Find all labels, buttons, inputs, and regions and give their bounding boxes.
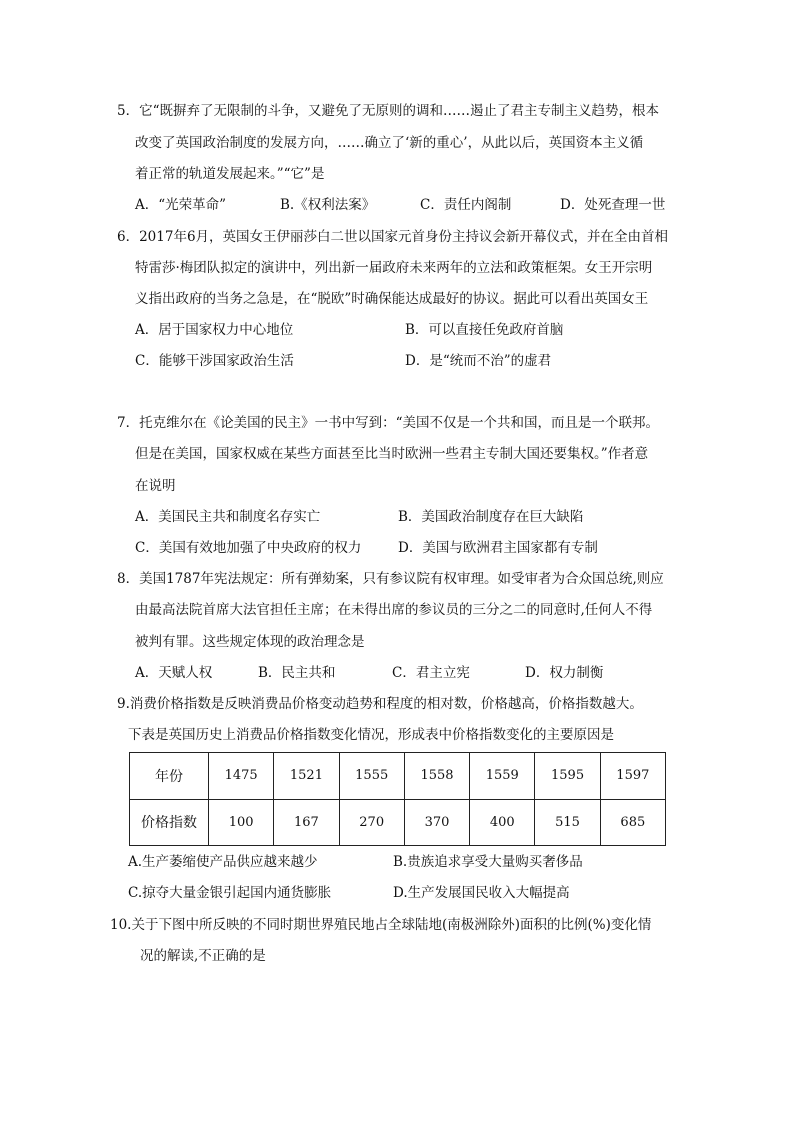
index-cell: 370 bbox=[404, 799, 469, 846]
q8-option-b[interactable]: B．民主共和 bbox=[258, 665, 336, 681]
q8-line-2: 由最高法院首席大法官担任主席；在未得出席的参议员的三分之二的同意时,任何人不得 bbox=[135, 602, 653, 618]
q7-option-d[interactable]: D．美国与欧洲君主国家都有专制 bbox=[398, 540, 598, 556]
q6-line-3: 义指出政府的当务之急是，在“脱欧”时确保能达成最好的协议。据此可以看出英国女王 bbox=[135, 291, 649, 307]
index-cell: 685 bbox=[600, 799, 665, 846]
q7-line-2: 但是在美国，国家权威在某些方面甚至比当时欧洲一些君主专制大国还要集权。”作者意 bbox=[135, 446, 649, 462]
q6-option-d[interactable]: D．是“统而不治”的虚君 bbox=[405, 353, 552, 369]
q6-line-1: 6．2017年6月，英国女王伊丽莎白二世以国家元首身份主持议会新开幕仪式，并在全由首相 bbox=[117, 229, 669, 245]
q6-option-c[interactable]: C．能够干涉国家政治生活 bbox=[135, 353, 294, 369]
q6-option-a[interactable]: A．居于国家权力中心地位 bbox=[135, 322, 294, 338]
q5-option-b[interactable]: B.《权利法案》 bbox=[280, 197, 376, 213]
q10-line-2: 况的解读,不正确的是 bbox=[140, 948, 266, 964]
year-cell: 1595 bbox=[535, 753, 600, 800]
index-cell: 100 bbox=[209, 799, 274, 846]
index-cell: 270 bbox=[339, 799, 404, 846]
q7-line-3: 在说明 bbox=[135, 478, 176, 494]
q9-option-c[interactable]: C.掠夺大量金银引起国内通货膨胀 bbox=[128, 885, 332, 901]
q5-option-c[interactable]: C．责任内阁制 bbox=[420, 197, 512, 213]
index-cell: 400 bbox=[470, 799, 535, 846]
year-cell: 1558 bbox=[404, 753, 469, 800]
q8-line-3: 被判有罪。这些规定体现的政治理念是 bbox=[135, 634, 365, 650]
q6-line-2: 特雷莎·梅团队拟定的演讲中，列出新一届政府未来两年的立法和政策框架。女王开宗明 bbox=[135, 260, 653, 276]
q5-option-a[interactable]: A．“光荣革命” bbox=[135, 197, 227, 213]
q10-line-1: 10.关于下图中所反映的不同时期世界殖民地占全球陆地(南极洲除外)面积的比例(%)变化情 bbox=[110, 917, 652, 933]
q8-option-d[interactable]: D．权力制衡 bbox=[525, 665, 604, 681]
year-cell: 1475 bbox=[209, 753, 274, 800]
q5-line-2: 改变了英国政治制度的发展方向，……确立了‘新的重心’，从此以后，英国资本主义循 bbox=[135, 135, 644, 151]
index-cell: 167 bbox=[274, 799, 339, 846]
year-cell: 1555 bbox=[339, 753, 404, 800]
q5-line-1: 5．它“既摒弃了无限制的斗争，又避免了无原则的调和……遏止了君主专制主义趋势，根本 bbox=[117, 103, 659, 119]
year-cell: 1559 bbox=[470, 753, 535, 800]
q7-option-c[interactable]: C．美国有效地加强了中央政府的权力 bbox=[135, 540, 362, 556]
q9-line-2: 下表是英国历史上消费品价格指数变化情况，形成表中价格指数变化的主要原因是 bbox=[128, 727, 614, 743]
q8-option-c[interactable]: C．君主立宪 bbox=[392, 665, 470, 681]
q9-option-a[interactable]: A.生产萎缩使产品供应越来越少 bbox=[128, 854, 318, 870]
q7-option-a[interactable]: A．美国民主共和制度名存实亡 bbox=[135, 509, 321, 525]
index-header: 价格指数 bbox=[130, 799, 209, 846]
price-index-table bbox=[129, 752, 666, 846]
year-header: 年份 bbox=[130, 753, 209, 800]
q6-option-b[interactable]: B．可以直接任免政府首脑 bbox=[405, 322, 564, 338]
q5-line-3: 着正常的轨道发展起来。”“它”是 bbox=[135, 166, 325, 182]
table-row bbox=[130, 753, 666, 800]
table-row bbox=[130, 799, 666, 846]
q7-option-b[interactable]: B．美国政治制度存在巨大缺陷 bbox=[398, 509, 584, 525]
year-cell: 1521 bbox=[274, 753, 339, 800]
q5-option-d[interactable]: D．处死查理一世 bbox=[560, 197, 666, 213]
q9-line-1: 9.消费价格指数是反映消费品价格变动趋势和程度的相对数，价格越高，价格指数越大。 bbox=[117, 696, 643, 712]
q8-option-a[interactable]: A．天赋人权 bbox=[135, 665, 213, 681]
q7-line-1: 7．托克维尔在《论美国的民主》一书中写到：“美国不仅是一个共和国，而且是一个联邦。 bbox=[117, 415, 659, 431]
year-cell: 1597 bbox=[600, 753, 665, 800]
q9-option-d[interactable]: D.生产发展国民收入大幅提高 bbox=[393, 885, 570, 901]
q9-option-b[interactable]: B.贵族追求享受大量购买奢侈品 bbox=[393, 854, 583, 870]
index-cell: 515 bbox=[535, 799, 600, 846]
q8-line-1: 8．美国1787年宪法规定：所有弹劾案，只有参议院有权审理。如受审者为合众国总统,则应 bbox=[117, 571, 664, 587]
